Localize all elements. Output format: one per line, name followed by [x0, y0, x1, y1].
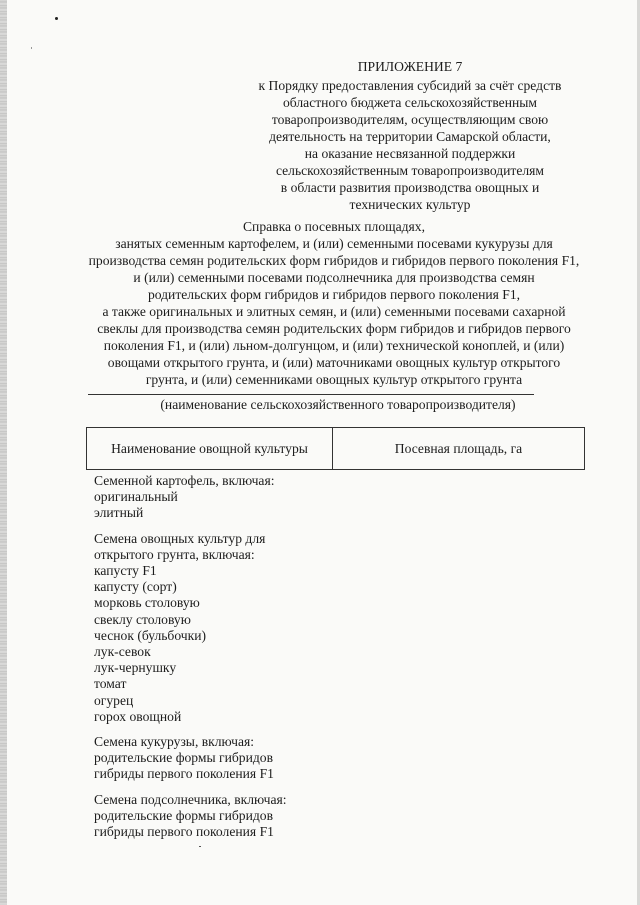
crop-row: родительские формы гибридов: [94, 750, 273, 766]
crop-row: капусту F1: [94, 563, 157, 579]
crop-row: капусту (сорт): [94, 579, 177, 595]
crop-row: свеклу столовую: [94, 611, 191, 627]
producer-name-caption: (наименование сельскохозяйственного товаропроизводителя): [160, 397, 516, 412]
column-header-area: Посевная площадь, га: [333, 428, 585, 470]
crop-row: родительские формы гибридов: [94, 807, 273, 823]
crop-row: Семена кукурузы, включая:: [94, 734, 255, 750]
producer-name-line: [88, 394, 534, 395]
crop-row: томат: [94, 676, 127, 692]
crop-group-vegetables: [94, 531, 394, 725]
appendix-line: товаропроизводителям, осуществляющим свою: [271, 112, 549, 127]
appendix-line: деятельность на территории Самарской области,: [269, 129, 551, 144]
appendix-title: ПРИЛОЖЕНИЕ 7: [357, 59, 463, 74]
scan-mark: [199, 846, 201, 847]
crop-list: [94, 473, 394, 849]
crop-group-sunflower: [94, 792, 394, 841]
crop-row: гибриды первого поколения F1: [94, 824, 274, 840]
crop-group-potato: [94, 473, 394, 522]
crop-row: лук-севок: [94, 644, 151, 660]
certificate-title-line: Справка о посевных площадях,: [242, 219, 425, 234]
crop-row: горох овощной: [94, 708, 182, 724]
crop-row: морковь столовую: [94, 595, 200, 611]
appendix-line: на оказание несвязанной поддержки: [304, 146, 516, 161]
appendix-line: областного бюджета сельскохозяйственным: [283, 95, 537, 110]
crop-row: элитный: [94, 505, 144, 521]
crop-row: Семена подсолнечника, включая:: [94, 791, 287, 807]
crop-row: оригинальный: [94, 489, 178, 505]
crop-row: чеснок (бульбочки): [94, 627, 207, 643]
crop-row: Семена овощных культур для: [94, 530, 266, 546]
crop-row: Семенной картофель, включая:: [94, 473, 275, 488]
certificate-title-line: а также оригинальных и элитных семян, и (или) семенными посевами сахарной: [102, 304, 566, 319]
crop-row: лук-чернушку: [94, 660, 177, 676]
certificate-title-line: свеклы для производства семян родительских форм гибридов и гибридов первого: [97, 321, 571, 336]
certificate-title-line: поколения F1, и (или) льном-долгунцом, и (или) технической коноплей, и (или): [103, 338, 565, 353]
scan-edge-shadow: [0, 0, 7, 905]
certificate-title-line: и (или) семенными посевами подсолнечника для производства семян: [133, 270, 535, 285]
certificate-title-line: производства семян родительских форм гибридов и гибридов первого поколения F1,: [88, 253, 580, 268]
table-header: [86, 427, 585, 470]
crop-row: гибриды первого поколения F1: [94, 766, 274, 782]
appendix-line: в области развития производства овощных и: [280, 180, 540, 195]
crop-group-corn: [94, 734, 394, 783]
column-header-crop: Наименование овощной культуры: [87, 428, 333, 470]
certificate-title-line: грунта, и (или) семенниками овощных культур открытого грунта: [145, 372, 523, 387]
appendix-line: технических культур: [349, 197, 471, 212]
certificate-title-line: овощами открытого грунта, и (или) маточниками овощных культур открытого: [107, 355, 561, 370]
appendix-header: [250, 58, 570, 213]
certificate-title-line: занятых семенным картофелем, и (или) семенными посевами кукурузы для: [115, 236, 553, 251]
appendix-line: к Порядку предоставления субсидий за счёт средств: [258, 78, 562, 93]
crop-row: огурец: [94, 692, 134, 708]
certificate-title-line: родительских форм гибридов и гибридов первого поколения F1,: [147, 287, 521, 302]
crop-row: открытого грунта, включая:: [94, 546, 255, 562]
scan-speck: [55, 17, 58, 20]
certificate-title: [84, 218, 584, 388]
appendix-line: сельскохозяйственным товаропроизводителям: [275, 163, 545, 178]
scan-speck: [31, 47, 32, 49]
